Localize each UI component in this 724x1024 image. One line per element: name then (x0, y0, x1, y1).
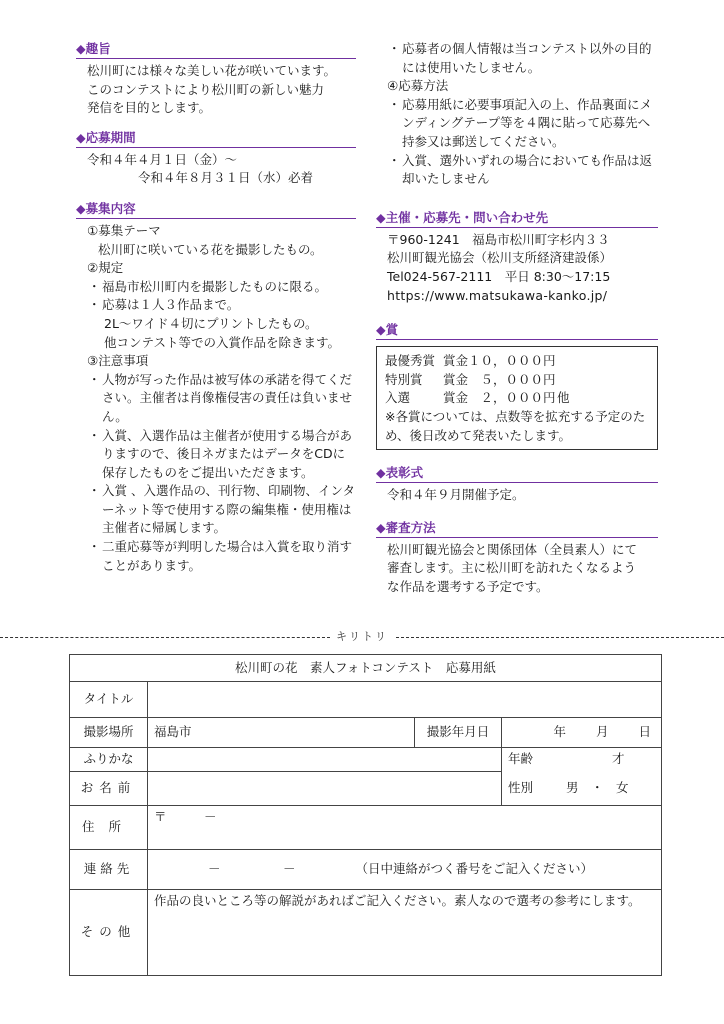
judging-section (376, 519, 658, 597)
title-field[interactable] (148, 682, 662, 718)
content-heading: ◆募集内容 (76, 200, 356, 219)
other-note: 作品の良いところ等の解説があればご記入ください。素人なので選考の参考にします。 (154, 893, 641, 908)
prize-heading: ◆賞 (376, 321, 658, 340)
rule-sub-2: 他コンテスト等での入賞作品を除きます。 (104, 334, 341, 350)
period-section (76, 129, 356, 188)
privacy-note: ・ 応募者の個人情報は当コンテスト以外の目的には使用いたしません。 (376, 40, 658, 77)
right-column (376, 40, 658, 597)
sex-options[interactable]: 男 ・ 女 (548, 772, 662, 806)
address-field[interactable] (148, 806, 662, 850)
theme-title: ①募集テーマ (87, 222, 161, 238)
prize-row (385, 389, 649, 408)
content-section (76, 200, 356, 575)
notes-title: ③注意事項 (87, 353, 149, 369)
theme-text: 松川町に咲いている花を撮影したもの。 (98, 241, 323, 257)
period-heading: ◆応募期間 (76, 129, 356, 148)
left-column (76, 40, 356, 575)
prize-row (385, 352, 649, 371)
judging-line-2: 審査します。主に松川町を訪れたくなるよう (387, 560, 637, 576)
rules-title: ②規定 (87, 260, 124, 276)
furigana-row (70, 748, 662, 772)
year-label: 年 (553, 724, 566, 740)
phone-note: （日中連絡がつく番号をご記入ください） (355, 861, 594, 877)
contact-heading: ◆主催・応募先・問い合わせ先 (376, 209, 658, 228)
prize-row (385, 371, 649, 390)
judging-heading: ◆審査方法 (376, 519, 658, 538)
furigana-field[interactable] (148, 748, 502, 772)
contact-field[interactable] (148, 850, 662, 890)
month-label: 月 (595, 724, 609, 740)
contact-org: 松川町観光協会（松川支所経済建設係） (387, 250, 613, 266)
age-field[interactable] (548, 748, 662, 772)
ceremony-heading: ◆表彰式 (376, 464, 658, 483)
note-item-1: ・ 人物が写った作品は被写体の承諾を得てください。主催者は肖像権侵害の責任は負いません。 (76, 371, 356, 427)
note-item-2: ・ 入賞、入選作品は主催者が使用する場合がありますので、後日ネガまたはデータをCDに保存したものをご提出いただきます。 (76, 427, 356, 483)
name-row (70, 772, 662, 806)
furigana-label: ふりかな (70, 748, 148, 772)
prize-section (376, 321, 658, 450)
purpose-line-3: 発信を目的とします。 (87, 100, 212, 116)
postal-prefix: 〒 － (154, 809, 217, 824)
prize-amount: 賞金１０，０００円 (443, 353, 556, 369)
rule-item-2: ・ 応募は１人３作品まで。 (76, 296, 356, 315)
place-value: 福島市 (154, 724, 192, 740)
contact-url[interactable]: https://www.matsukawa-kanko.jp/ (387, 287, 608, 303)
purpose-heading: ◆趣旨 (76, 40, 356, 59)
prize-amount: 賞金 ５，０００円 (443, 371, 556, 387)
judging-line-1: 松川町観光協会と関係団体（全員素人）にて (387, 541, 638, 557)
contact-tel: Tel024-567-2111 平日 8:30～17:15 (387, 268, 611, 284)
application-form (69, 654, 662, 976)
purpose-section (76, 40, 356, 118)
period-start: 令和４年４月１日（金）～ (87, 151, 238, 167)
sex-label: 性別 (502, 772, 549, 806)
date-field[interactable] (502, 718, 662, 748)
contact-address: 〒960-1241 福島市松川町字杉内３３ (387, 231, 610, 247)
judging-line-3: な作品を選考する予定です。 (387, 578, 549, 594)
prize-name: 入選 (385, 390, 411, 406)
other-row (70, 890, 662, 976)
address-row (70, 806, 662, 850)
place-row (70, 718, 662, 748)
prize-suffix: 他 (557, 390, 570, 406)
cut-dash-right (396, 637, 724, 638)
note-item-3: ・ 入賞 、入選作品の、刊行物、印刷物、インターネット等で使用する際の編集権・使用権は主催者に帰属します。 (76, 482, 356, 538)
method-item-2: ・ 入賞、選外いずれの場合においても作品は返却いたしません (376, 152, 658, 189)
title-row (70, 682, 662, 718)
contact-row (70, 850, 662, 890)
form-caption: 松川町の花 素人フォトコンテスト 応募用紙 (70, 655, 662, 682)
prize-box (376, 346, 658, 450)
day-label: 日 (638, 724, 651, 740)
period-end: 令和４年８月３１日（水）必着 (138, 170, 314, 186)
prize-name: 最優秀賞 (385, 353, 436, 369)
cut-dash-left (0, 637, 330, 638)
prize-amount: 賞金 ２，０００円 (443, 390, 556, 406)
rule-item-1: ・ 福島市松川町内を撮影したものに限る。 (76, 278, 356, 297)
other-label: その他 (70, 890, 148, 976)
age-unit: 才 (612, 751, 625, 767)
method-title: ④応募方法 (387, 78, 449, 94)
name-label: お名前 (70, 772, 148, 806)
contact-label: 連絡先 (70, 850, 148, 890)
date-label: 撮影年月日 (415, 718, 502, 748)
phone-dashes: － － (208, 861, 296, 877)
method-item-1: ・ 応募用紙に必要事項記入の上、作品裏面にメンディングテープ等を４隅に貼って応募先へ持参又は郵送してください。 (376, 96, 658, 152)
place-field[interactable] (148, 718, 415, 748)
rule-sub-1: 2L～ワイド４切にプリントしたもの。 (104, 315, 318, 331)
prize-note: ※各賞については、点数等を拡充する予定のため、後日改めて発表いたします。 (385, 408, 646, 443)
ceremony-section (376, 464, 658, 505)
contact-section (376, 209, 658, 305)
purpose-line-2: このコンテストにより松川町の新しい魅力 (87, 81, 325, 97)
address-label: 住所 (70, 806, 148, 850)
cut-label: キリトリ (330, 630, 394, 643)
cut-line (0, 630, 724, 644)
place-label: 撮影場所 (70, 718, 148, 748)
prize-name: 特別賞 (385, 371, 423, 387)
other-field[interactable] (148, 890, 662, 976)
age-label: 年齢 (502, 748, 549, 772)
name-field[interactable] (148, 772, 502, 806)
note-item-4: ・ 二重応募等が判明した場合は入賞を取り消すことがあります。 (76, 538, 356, 575)
form-caption-row (70, 655, 662, 682)
purpose-line-1: 松川町には様々な美しい花が咲いています。 (87, 63, 337, 78)
ceremony-text: 令和４年９月開催予定。 (387, 487, 525, 503)
title-label: タイトル (70, 682, 148, 718)
